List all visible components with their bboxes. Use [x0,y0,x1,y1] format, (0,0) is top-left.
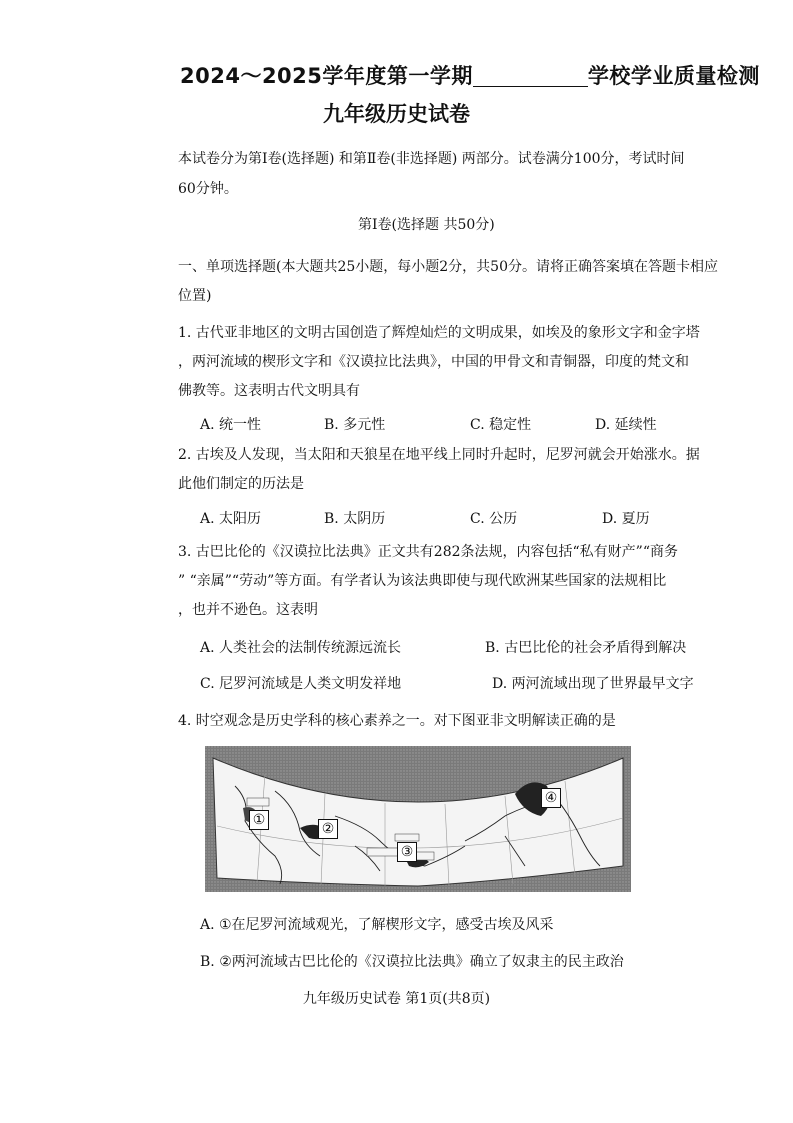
q2-option-b: B. 太阴历 [324,511,386,527]
q3-option-a: A. 人类社会的法制传统源远流长 [200,640,402,656]
intro-line-2: 60分钟。 [178,181,238,197]
intro-line-1: 本试卷分为第Ⅰ卷(选择题) 和第Ⅱ卷(非选择题) 两部分。试卷满分100分，考试时间 [178,151,685,167]
part1-title: 第Ⅰ卷(选择题 共50分) [358,217,495,233]
q1-line-2: ，两河流域的楔形文字和《汉谟拉比法典》，中国的甲骨文和青铜器，印度的梵文和 [178,354,689,370]
map-marker-3: ③ [397,842,417,862]
q2-line-2: 此他们制定的历法是 [178,476,304,492]
q4-option-a: A. ①在尼罗河流域观光，了解楔形文字，感受古埃及风采 [200,917,554,933]
q2-option-c: C. 公历 [470,511,518,527]
page-footer: 九年级历史试卷 第1页(共8页) [302,991,491,1007]
q1-line-1: 1. 古代亚非地区的文明古国创造了辉煌灿烂的文明成果，如埃及的象形文字和金字塔 [178,325,700,341]
q3-option-c: C. 尼罗河流域是人类文明发祥地 [200,676,402,692]
school-name-blank [473,68,588,87]
q1-option-b: B. 多元性 [324,417,386,433]
map-marker-2: ② [318,819,338,839]
q3-line-2: ” “亲属”“劳动”等方面。有学者认为该法典即使与现代欧洲某些国家的法规相比 [178,573,667,589]
title-suffix: 学校学业质量检测 [587,64,760,88]
q3-option-b: B. 古巴比伦的社会矛盾得到解决 [485,640,687,656]
exam-title [180,60,760,90]
q4-line-1: 4. 时空观念是历史学科的核心素养之一。对下图亚非文明解读正确的是 [178,713,616,729]
section1-line-2: 位置) [178,288,212,304]
q1-option-a: A. 统一性 [200,417,262,433]
q4-option-b: B. ②两河流域古巴比伦的《汉谟拉比法典》确立了奴隶主的民主政治 [200,954,624,970]
q1-option-d: D. 延续性 [595,417,657,433]
title-prefix: 2024～2025学年度第一学期 [180,64,473,88]
section1-line-1: 一、单项选择题(本大题共25小题，每小题2分，共50分。请将正确答案填在答题卡相应 [178,259,718,275]
q3-line-3: ，也并不逊色。这表明 [178,602,318,618]
q2-option-a: A. 太阳历 [200,511,262,527]
q1-option-c: C. 稳定性 [470,417,532,433]
q3-line-1: 3. 古巴比伦的《汉谟拉比法典》正文共有282条法规，内容包括“私有财产”“商务 [178,544,678,560]
q2-line-1: 2. 古埃及人发现，当太阳和天狼星在地平线上同时升起时，尼罗河就会开始涨水。据 [178,447,700,463]
map-marker-4: ④ [541,788,561,808]
asia-africa-civilization-map [205,746,631,892]
q2-option-d: D. 夏历 [602,511,650,527]
q3-option-d: D. 两河流域出现了世界最早文字 [492,676,694,692]
map-marker-1: ① [249,810,269,830]
q1-line-3: 佛教等。这表明古代文明具有 [178,383,360,399]
exam-subtitle: 九年级历史试卷 [323,102,470,126]
